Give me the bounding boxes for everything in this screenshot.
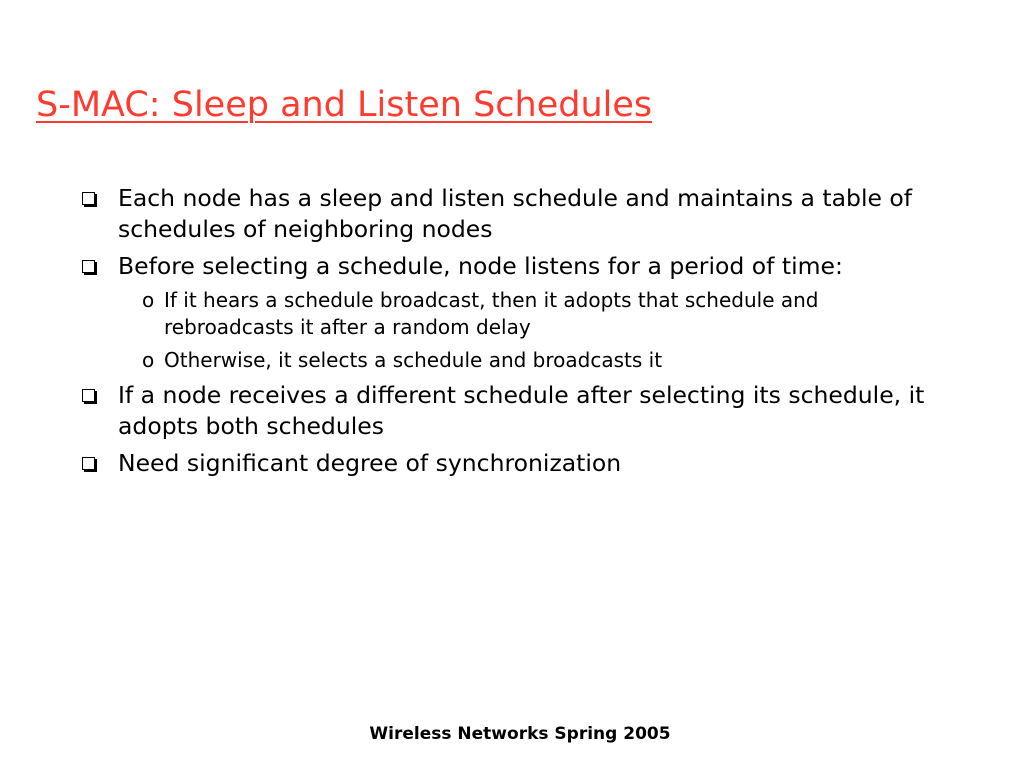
circle-bullet-icon: o (142, 348, 155, 372)
bullet-list (78, 183, 938, 485)
bullet-item (78, 183, 938, 245)
slide-footer: Wireless Networks Spring 2005 (369, 724, 671, 744)
bullet-item (78, 380, 938, 442)
bullet-item (78, 448, 938, 479)
bullet-item (78, 251, 938, 374)
sub-bullet-item (118, 287, 938, 341)
bullet-text: Before selecting a schedule, node listens for a period of time: (118, 252, 843, 280)
checkbox-bullet-icon (82, 389, 95, 402)
bullet-text: Need significant degree of synchronization (118, 449, 622, 477)
checkbox-bullet-icon (82, 457, 95, 470)
bullet-text: If a node receives a different schedule after selecting its schedule, it adopts both schedules (118, 381, 925, 440)
circle-bullet-icon: o (142, 288, 155, 312)
sub-bullet-list (118, 287, 938, 374)
checkbox-bullet-icon (82, 192, 95, 205)
sub-bullet-text: If it hears a schedule broadcast, then it adopts that schedule and rebroadcasts it after a random delay (164, 288, 819, 339)
slide-title: S-MAC: Sleep and Listen Schedules (36, 85, 653, 125)
bullet-text: Each node has a sleep and listen schedule and maintains a table of schedules of neighboring nodes (118, 184, 913, 243)
checkbox-bullet-icon (82, 260, 95, 273)
sub-bullet-item (118, 347, 938, 374)
sub-bullet-text: Otherwise, it selects a schedule and broadcasts it (164, 348, 663, 372)
